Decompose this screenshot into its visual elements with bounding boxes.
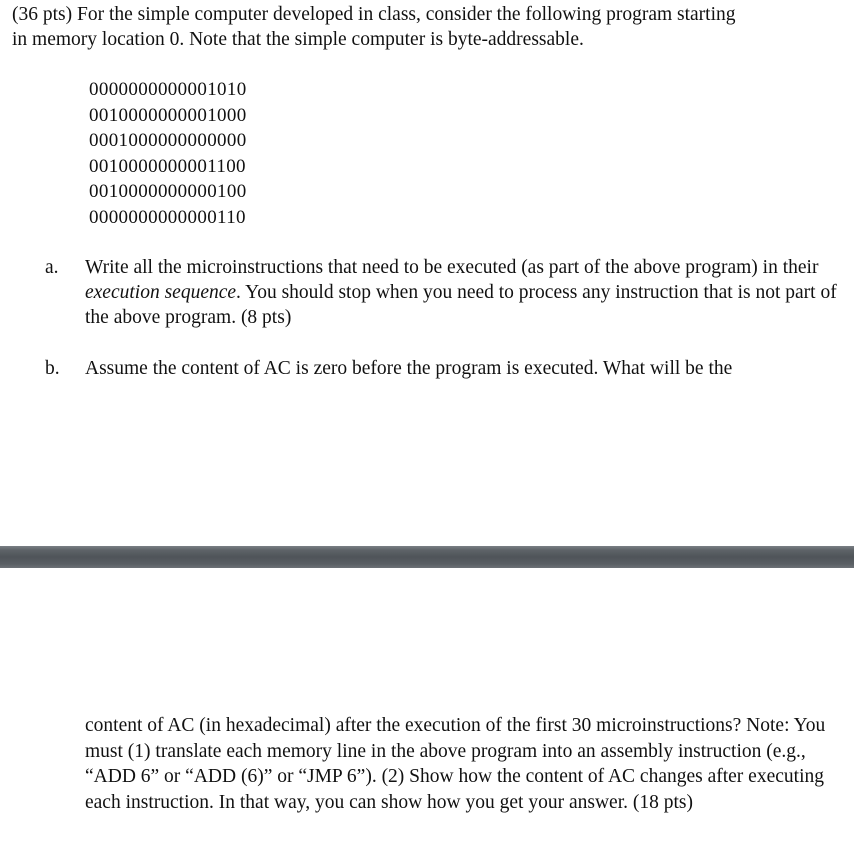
part-b-text-top: Assume the content of AC is zero before the program is executed. What will be the (85, 358, 733, 379)
intro-line-1: (36 pts) For the simple computer developed in class, consider the following program starting (12, 4, 736, 25)
question-intro (12, 2, 848, 52)
part-a-text (85, 255, 845, 330)
intro-line-2: in memory location 0. Note that the simple computer is byte-addressable. (12, 29, 584, 50)
part-a-marker: a. (45, 257, 59, 278)
program-line-5: 0000000000000110 (89, 206, 246, 228)
part-b (45, 356, 845, 386)
program-line-1: 0010000000001000 (89, 104, 247, 126)
part-a-text-end: . You should stop when you need to process any instruction that is not part of the above program. (8 pts) (85, 282, 837, 328)
part-a-emphasis: execution sequence (85, 282, 237, 303)
program-line-0: 0000000000001010 (89, 79, 247, 100)
part-b-text-continued: content of AC (in hexadecimal) after the execution of the first 30 microinstructions? Note: You must (1) translate each memory line in the above program into an assembly instruction (e.g., “ADD 6” or “ADD (6)” or “JMP 6”). (2) Show how the content of AC changes after executing each instruction. In that way, you can show how you get your answer. (18 pts) (85, 715, 826, 813)
part-a-text-start: Write all the microinstructions that need to be executed (as part of the above program) in their (85, 257, 819, 278)
part-a (45, 255, 845, 335)
program-line-2: 0001000000000000 (89, 130, 247, 152)
part-b-marker: b. (45, 358, 60, 379)
program-listing (89, 77, 247, 231)
program-line-3: 0010000000001100 (89, 155, 246, 177)
program-line-4: 0010000000000100 (89, 181, 247, 203)
page-break-bar (0, 546, 854, 568)
